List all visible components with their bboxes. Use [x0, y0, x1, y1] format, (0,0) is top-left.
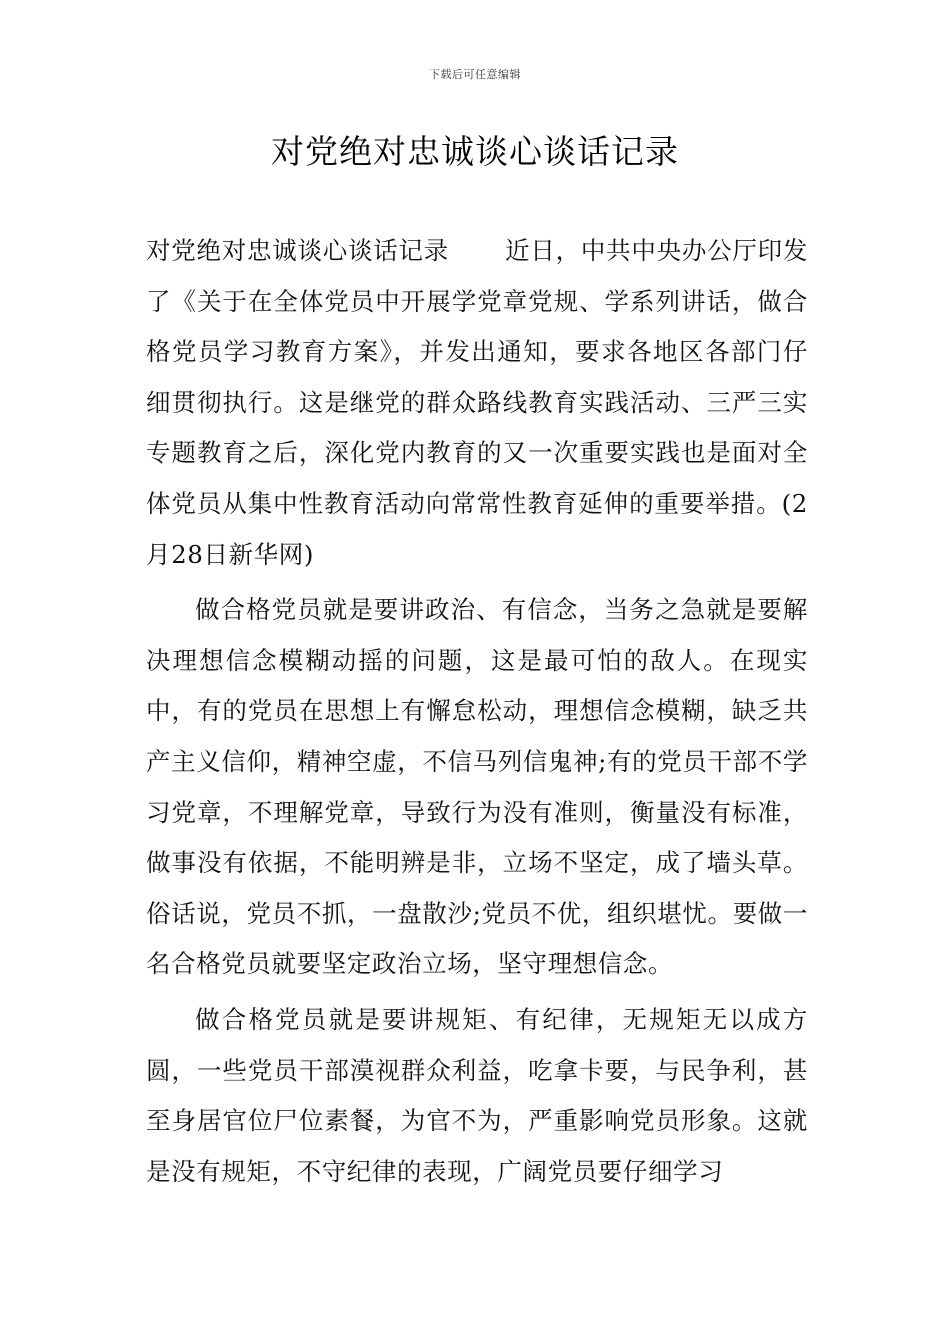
paragraph-discipline: 做合格党员就是要讲规矩、有纪律，无规矩无以成方圆，一些党员干部漠视群众利益，吃拿卡要，与民争利，甚至身居官位尸位素餐，为官不为，严重影响党员形象。这就是没有规矩，不守纪律的表现，广阔党员要仔细学习 — [146, 1004, 808, 1186]
paragraph-intro-text: 近日，中共中央办公厅印发了《关于在全体党员中开展学党章党规、学系列讲话，做合格党员学习教育方案》，并发出通知，要求各地区各部门仔细贯彻执行。这是继党的群众路线教育实践活动、三严三实专题教育之后，深化党内教育的又一次重要实践也是面对全体党员从集中性教育活动向常常性教育延伸的重要举措。(2月28日新华网) — [146, 236, 808, 569]
header-note: 下载后可任意编辑 — [429, 68, 521, 81]
document-body — [146, 226, 808, 1197]
paragraph-intro-lead: 对党绝对忠诚谈心谈话记录 — [146, 236, 449, 265]
paragraph-intro — [146, 226, 808, 580]
document-title: 对党绝对忠诚谈心谈话记录 — [271, 132, 679, 171]
paragraph-politics: 做合格党员就是要讲政治、有信念，当务之急就是要解决理想信念模糊动摇的问题，这是最可怕的敌人。在现实中，有的党员在思想上有懈怠松动，理想信念模糊，缺乏共产主义信仰，精神空虚，不信马列信鬼神;有的党员干部不学习党章，不理解党章，导致行为没有准则，衡量没有标准，做事没有依据，不能明辨是非，立场不坚定，成了墙头草。俗话说，党员不抓，一盘散沙;党员不优，组织堪忧。要做一名合格党员就要坚定政治立场，坚守理想信念。 — [146, 595, 808, 979]
